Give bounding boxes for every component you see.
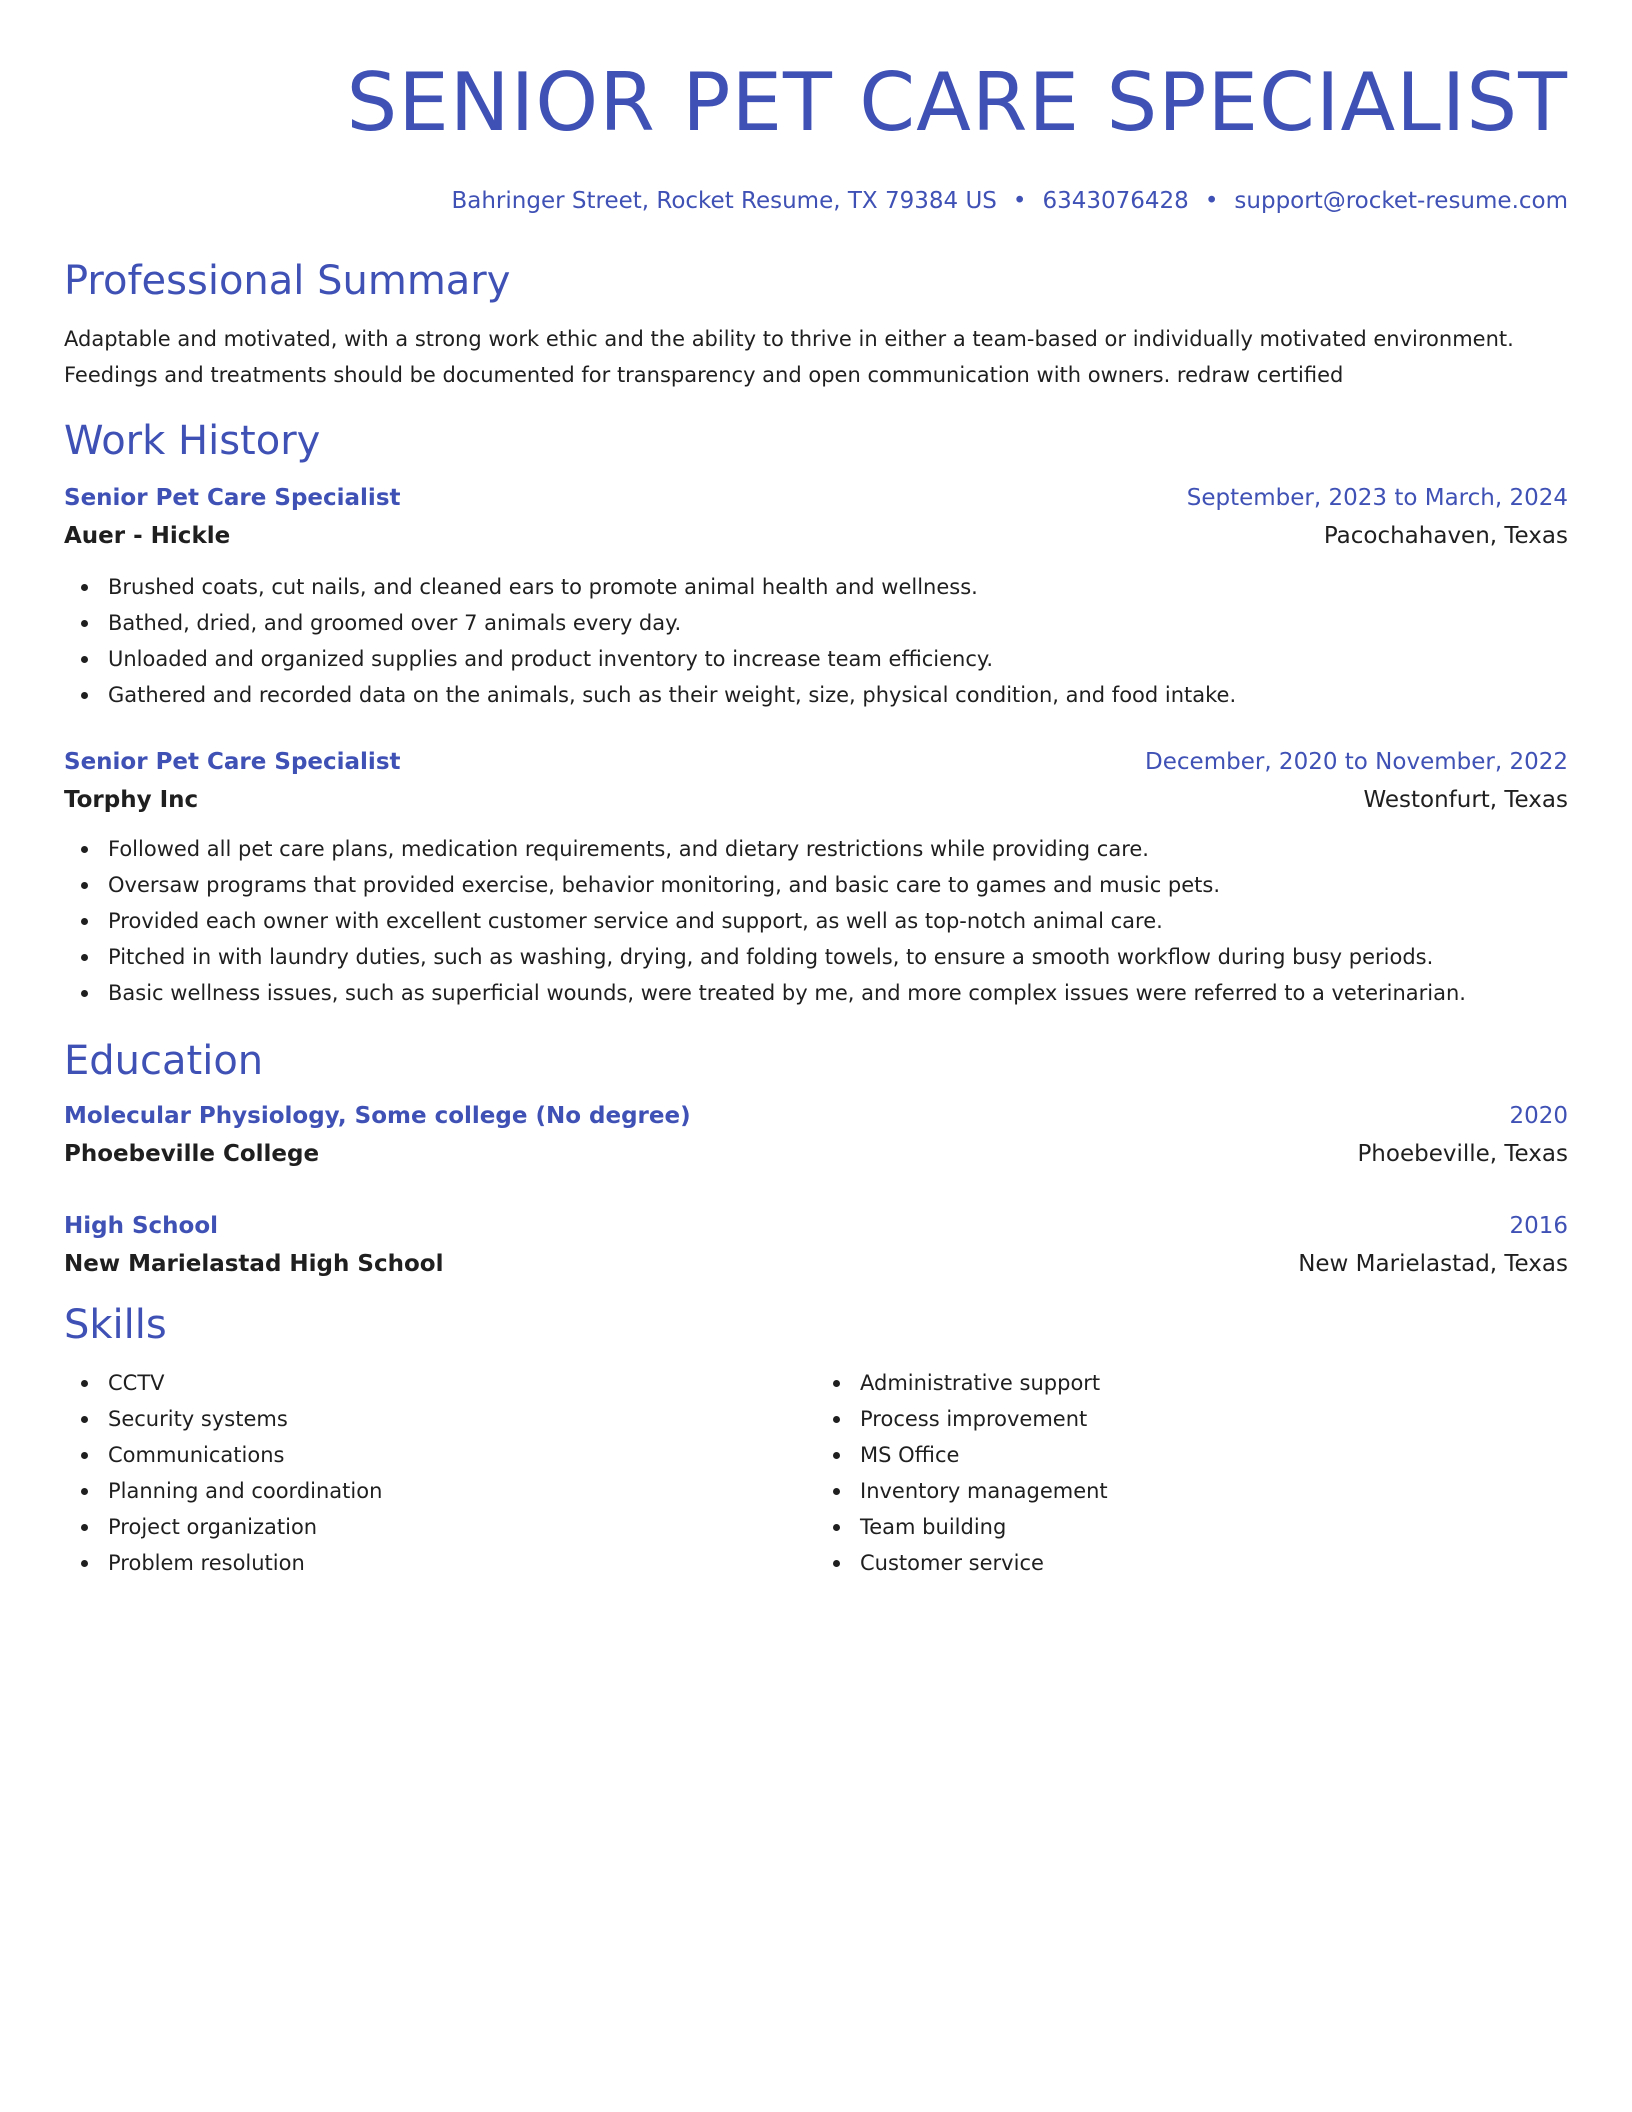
skill-item: Inventory management <box>860 1473 1568 1509</box>
job-duty: Oversaw programs that provided exercise, behavior monitoring, and basic care to games and music pets. <box>108 867 1568 903</box>
summary-text: Adaptable and motivated, with a strong work ethic and the ability to thrive in either a team-based or individually motivated environment. Feedings and treatments should be documented for transparency and open communication with owners. redraw certified <box>64 327 1514 387</box>
skill-item: Team building <box>860 1509 1568 1545</box>
education-header-row <box>64 1207 1568 1245</box>
contact-line <box>64 186 1568 216</box>
job-company: Auer - Hickle <box>64 523 231 549</box>
job-entry <box>64 479 1568 713</box>
contact-address: Bahringer Street, Rocket Resume, TX 79384 US <box>451 188 997 214</box>
skill-item: Process improvement <box>860 1401 1568 1437</box>
skill-item: Security systems <box>108 1401 816 1437</box>
job-dates: December, 2020 to November, 2022 <box>1145 749 1568 775</box>
skills-section <box>64 1301 1568 1581</box>
contact-separator: • <box>1204 188 1219 214</box>
contact-phone: 6343076428 <box>1042 188 1189 214</box>
job-duty: Bathed, dried, and groomed over 7 animals every day. <box>108 605 1568 641</box>
job-dates: September, 2023 to March, 2024 <box>1186 485 1568 511</box>
job-duty: Brushed coats, cut nails, and cleaned ears to promote animal health and wellness. <box>108 569 1568 605</box>
job-duties-list <box>64 831 1568 1011</box>
job-duty: Followed all pet care plans, medication requirements, and dietary restrictions while providing care. <box>108 831 1568 867</box>
summary-section <box>64 257 1568 393</box>
education-school: Phoebeville College <box>64 1141 320 1167</box>
job-duty: Pitched in with laundry duties, such as washing, drying, and folding towels, to ensure a smooth workflow during busy periods. <box>108 939 1568 975</box>
job-org-row <box>64 517 1568 555</box>
job-org-row <box>64 781 1568 819</box>
skill-item: Project organization <box>108 1509 816 1545</box>
education-degree: High School <box>64 1213 219 1239</box>
skill-item: Administrative support <box>860 1365 1568 1401</box>
job-header-row <box>64 479 1568 517</box>
skills-heading: Skills <box>64 1302 167 1348</box>
contact-email[interactable]: support@rocket-resume.com <box>1234 188 1568 214</box>
education-year: 2016 <box>1509 1213 1568 1239</box>
job-duties-list <box>64 569 1568 713</box>
education-school: New Marielastad High School <box>64 1251 444 1277</box>
education-school-row <box>64 1245 1568 1283</box>
work-history-section <box>64 417 1568 1011</box>
job-title: Senior Pet Care Specialist <box>64 485 401 511</box>
skill-item: CCTV <box>108 1365 816 1401</box>
skills-list-right <box>816 1365 1568 1581</box>
skill-item: MS Office <box>860 1437 1568 1473</box>
skill-item: Planning and coordination <box>108 1473 816 1509</box>
skill-item: Communications <box>108 1437 816 1473</box>
contact-separator: • <box>1012 188 1027 214</box>
education-heading: Education <box>64 1038 264 1084</box>
education-entry <box>64 1097 1568 1173</box>
education-entry <box>64 1207 1568 1283</box>
job-location: Westonfurt, Texas <box>1363 787 1568 813</box>
education-school-row <box>64 1135 1568 1173</box>
job-company: Torphy Inc <box>64 787 199 813</box>
skill-item: Problem resolution <box>108 1545 816 1581</box>
skills-list-left <box>64 1365 816 1581</box>
education-degree: Molecular Physiology, Some college (No degree) <box>64 1103 691 1129</box>
education-year: 2020 <box>1509 1103 1568 1129</box>
work-history-heading: Work History <box>64 418 321 464</box>
job-title: Senior Pet Care Specialist <box>64 749 401 775</box>
job-entry <box>64 743 1568 1011</box>
job-duty: Unloaded and organized supplies and product inventory to increase team efficiency. <box>108 641 1568 677</box>
job-duty: Basic wellness issues, such as superficial wounds, were treated by me, and more complex issues were referred to a veterinarian. <box>108 975 1568 1011</box>
summary-heading: Professional Summary <box>64 258 511 304</box>
education-section <box>64 1037 1568 1283</box>
job-duty: Gathered and recorded data on the animals, such as their weight, size, physical condition, and food intake. <box>108 677 1568 713</box>
job-header-row <box>64 743 1568 781</box>
education-header-row <box>64 1097 1568 1135</box>
resume-name: SENIOR PET CARE SPECIALIST <box>346 56 1568 149</box>
job-location: Pacochahaven, Texas <box>1323 523 1568 549</box>
skills-grid <box>64 1365 1568 1581</box>
education-location: Phoebeville, Texas <box>1357 1141 1568 1167</box>
education-location: New Marielastad, Texas <box>1298 1251 1568 1277</box>
job-duty: Provided each owner with excellent customer service and support, as well as top-notch animal care. <box>108 903 1568 939</box>
skill-item: Customer service <box>860 1545 1568 1581</box>
